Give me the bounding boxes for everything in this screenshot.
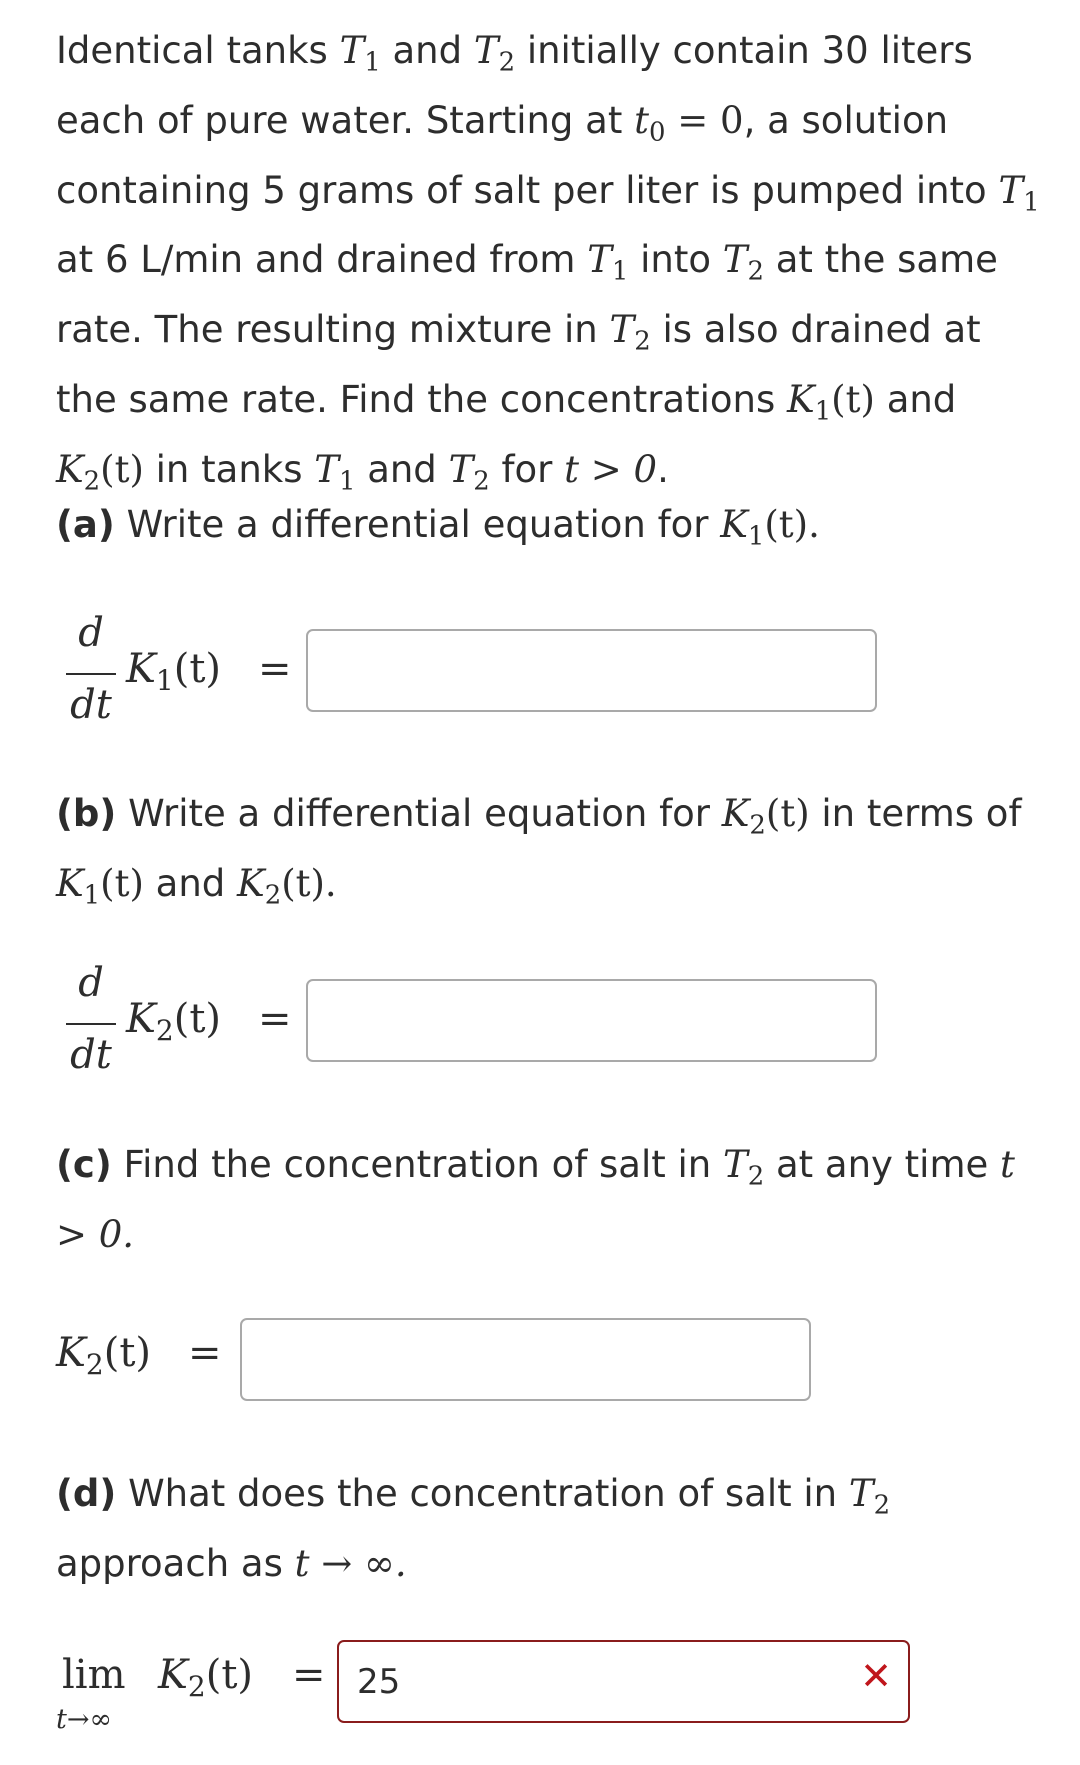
part-d-answer-input[interactable] [337, 1640, 910, 1723]
subscript: 2 [155, 1013, 174, 1047]
time-condition: t > 0 [564, 447, 658, 491]
tank-1-symbol: T [998, 168, 1024, 212]
problem-text: and [367, 447, 437, 491]
subscript: 1 [155, 663, 174, 697]
subscript: 1 [1023, 186, 1040, 217]
k2-symbol: K [237, 861, 265, 905]
part-label: (d) [56, 1472, 117, 1515]
answer-value: 25 [357, 1661, 401, 1702]
part-text: Write a differential equation for [128, 792, 710, 835]
equals-sign: = [292, 1652, 326, 1698]
k1-symbol: K [787, 377, 815, 421]
fraction-numerator: d [78, 960, 104, 1006]
part-label: (a) [56, 503, 115, 546]
part-c-lhs [56, 1330, 256, 1390]
function-k2 [126, 996, 221, 1047]
subscript: 1 [338, 465, 356, 496]
problem-text: Identical tanks [56, 29, 328, 72]
part-c-prompt [56, 1136, 1040, 1264]
part-a-answer-input[interactable] [306, 629, 877, 712]
equals-sign: = [258, 646, 292, 692]
problem-text: initially contain 30 liters each of pure water. Starting at [56, 29, 973, 142]
subscript: 2 [83, 465, 101, 496]
argument: (t) [173, 996, 222, 1042]
part-label: (c) [56, 1143, 112, 1186]
equals-sign: = [258, 996, 292, 1042]
tank-2-symbol: T [448, 447, 474, 491]
subscript: 2 [749, 810, 766, 841]
tank-2-symbol: T [473, 29, 499, 72]
argument: (t) [103, 1330, 152, 1376]
problem-text: , a solution containing 5 grams of salt per liter is pumped into [56, 98, 987, 212]
k1-symbol: K [56, 861, 84, 905]
fraction-denominator: dt [70, 682, 112, 728]
subscript: 2 [85, 1347, 104, 1381]
k1-symbol: K [720, 503, 748, 546]
tank-2-symbol: T [723, 1143, 748, 1186]
subscript: 0 [649, 117, 666, 147]
subscript: 1 [83, 880, 101, 910]
limit-subscript: t→∞ [56, 1704, 112, 1735]
limit-operator: lim [62, 1652, 126, 1698]
part-b-prompt [56, 785, 1040, 925]
part-text: and [155, 861, 226, 905]
t0-symbol: t [634, 98, 650, 142]
subscript: 2 [747, 1161, 765, 1192]
subscript: 2 [498, 47, 516, 78]
problem-text: into [640, 238, 712, 282]
function-symbol: K [56, 1330, 86, 1376]
period: . [657, 447, 669, 491]
argument: (t) [831, 377, 875, 421]
equals-sign: = [188, 1330, 222, 1376]
problem-text: and [392, 29, 463, 72]
argument: (t) [100, 861, 144, 905]
problem-text: at 6 L/min and drained from [56, 238, 576, 282]
function-symbol: K [158, 1652, 188, 1698]
argument: (t). [281, 861, 337, 905]
subscript: 2 [747, 256, 764, 287]
part-text: at any time [775, 1143, 989, 1186]
tank-2-symbol: T [848, 1472, 874, 1515]
function-k2 [158, 1652, 253, 1703]
incorrect-icon: ✕ [860, 1654, 892, 1698]
subscript: 2 [634, 326, 651, 357]
part-text: approach as [56, 1541, 283, 1585]
fraction-bar [66, 673, 116, 675]
problem-text: for [501, 447, 553, 491]
tank-2-symbol: T [722, 238, 748, 282]
problem-text: at the same rate. The resulting mixture in [56, 238, 998, 351]
part-c-answer-input[interactable] [240, 1318, 811, 1401]
problem-text: is also drained at the same rate. Find the concentrations [56, 308, 981, 421]
tank-1-symbol: T [314, 447, 339, 491]
function-k2 [56, 1330, 151, 1381]
part-label: (b) [56, 792, 117, 835]
t0-value: = 0 [677, 98, 744, 142]
argument: (t) [173, 646, 222, 692]
subscript: 1 [611, 256, 629, 287]
subscript: 1 [364, 47, 381, 78]
part-text: Write a differential equation for [126, 503, 709, 546]
tank-2-symbol: T [609, 308, 635, 351]
fraction-numerator: d [78, 610, 104, 656]
k2-symbol: K [721, 792, 750, 835]
function-symbol: K [126, 646, 156, 692]
fraction-bar [66, 1023, 116, 1025]
limit-expression: t → ∞. [294, 1541, 407, 1585]
argument: (t) [765, 792, 810, 835]
part-text: in terms of [821, 792, 1022, 835]
part-text: Find the concentration of salt in [123, 1143, 712, 1186]
function-k1 [126, 646, 221, 697]
tank-1-symbol: T [587, 238, 612, 282]
argument: (t). [764, 503, 820, 546]
problem-text: and [886, 377, 957, 421]
part-text: What does the concentration of salt in [128, 1472, 838, 1515]
subscript: 2 [264, 880, 282, 910]
problem-statement [56, 22, 1040, 510]
k2-symbol: K [56, 447, 84, 491]
time-condition: t > 0. [56, 1143, 1015, 1256]
problem-text: in tanks [155, 447, 303, 491]
subscript: 2 [187, 1669, 206, 1703]
part-a-prompt [56, 496, 1040, 566]
argument: (t) [100, 447, 144, 491]
argument: (t) [205, 1652, 254, 1698]
tank-1-symbol: T [339, 29, 365, 72]
subscript: 2 [873, 1490, 891, 1521]
fraction-denominator: dt [70, 1032, 112, 1078]
subscript: 2 [473, 465, 490, 496]
subscript: 1 [814, 396, 832, 426]
part-b-answer-input[interactable] [306, 979, 877, 1062]
subscript: 1 [747, 521, 765, 552]
part-d-prompt [56, 1465, 1040, 1593]
function-symbol: K [126, 996, 156, 1042]
